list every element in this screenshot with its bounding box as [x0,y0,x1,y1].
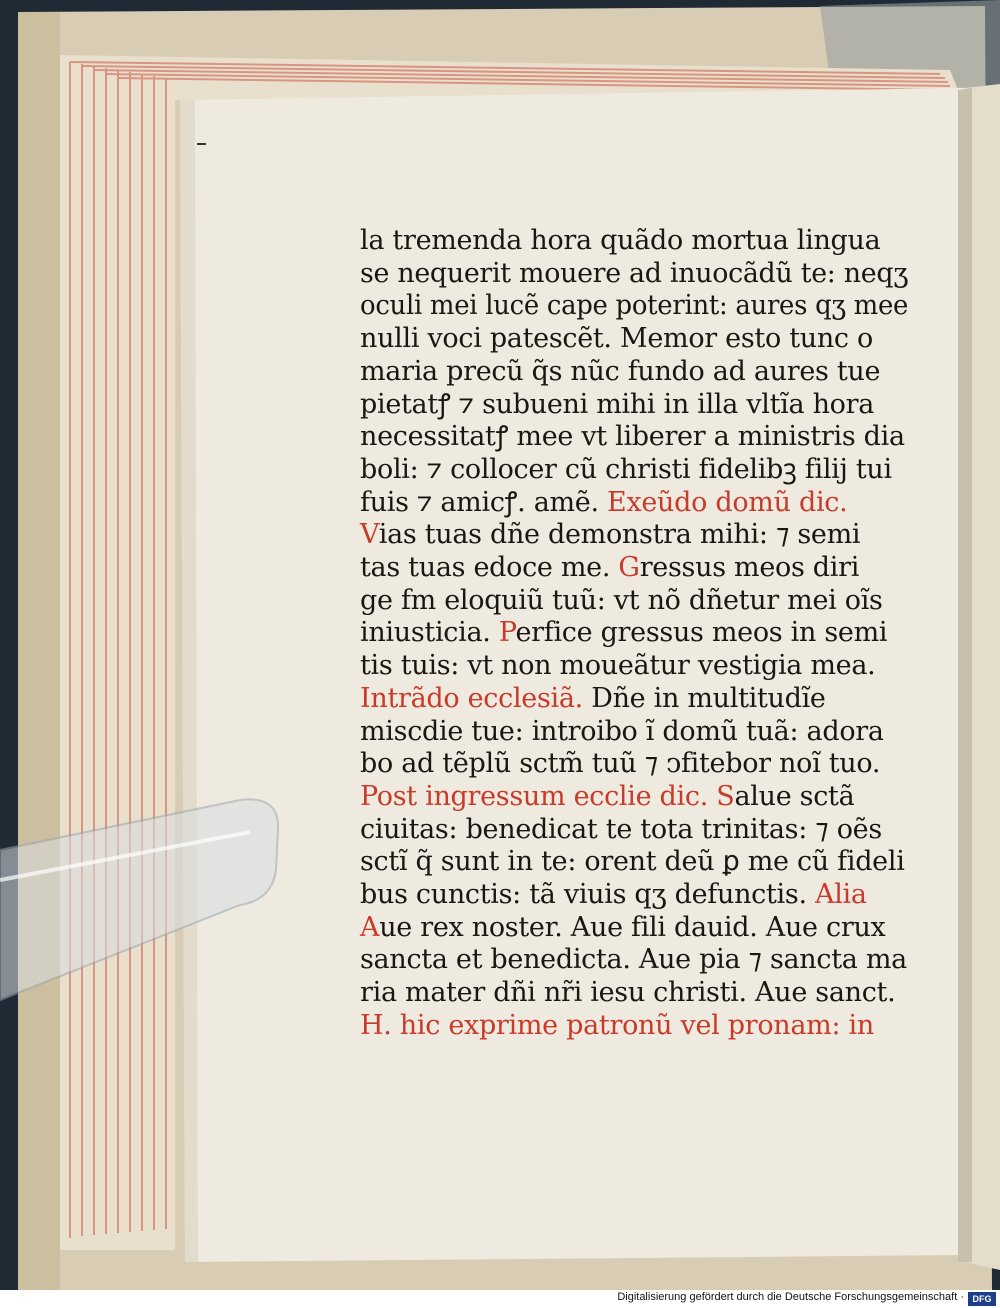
body-text: bo ad tẽplũ sctm̃ tuũ ⁊ ↄfitebor noĩ tuo. [360,748,881,780]
body-text: tas tuas edoce me. [360,552,619,583]
text-line [360,290,908,322]
rubric-text: G [618,552,640,583]
rubric-text: A [360,911,380,943]
body-text: la tremenda hora quãdo mortua lingua [360,225,881,256]
body-text: oculi mei lucẽ cape poterint: aures qʒ mee [360,290,909,322]
text-line [360,781,854,813]
body-text: nulli voci patescẽt. Memor esto tunc o [360,323,873,355]
text-line [360,1010,874,1042]
body-text: fuis ⁊ amicꝭ. amẽ. [360,486,608,518]
credit-text: Digitalisierung gefördert durch die Deutsche Forschungsgemeinschaft · [617,1291,964,1303]
body-text: maria precũ q̃s nũc fundo ad aures tue [360,355,881,387]
text-line [360,879,867,911]
dfg-logo: DFG [968,1292,996,1306]
body-text: ue rex noster. Aue fili dauid. Aue crux [379,911,886,943]
body-text: necessitatꝭ mee vt liberer a ministris dia [360,421,905,453]
text-line [360,585,883,617]
rubric-text: H. hic exprime patronũ vel pronam: in [360,1009,874,1041]
body-text: sctĩ q̃ sunt in te: orent deũ ꝑ me cũ fideli [360,846,905,878]
body-text: ias tuas dñe demonstra mihi: ⁊ semi [378,519,861,551]
body-text: bus cunctis: tã viuis qʒ defunctis. [360,879,816,910]
body-text: ressus meos diri [639,552,860,583]
text-line [360,716,884,748]
body-text: Dñe in multitudĩe [591,682,826,714]
text-line [360,323,873,355]
body-text: sancta et benedicta. Aue pia ⁊ sancta ma [360,944,907,976]
rubric-text: Post ingressum ecclie dic. [360,780,717,812]
body-text: tis tuis: vt non moueãtur vestigia mea. [360,650,876,682]
body-text: pietatꝭ ⁊ subueni mihi in illa vltĩa hora [360,388,875,420]
body-text: ge fm eloquiũ tuũ: vt nõ dñetur mei oĩs [360,584,883,616]
body-text: erfice gressus meos in semi [515,617,888,649]
text-line [360,552,859,584]
rubric-text: P [498,617,516,649]
body-text: miscdie tue: introibo ĩ domũ tuã: adora [360,715,884,747]
body-text: ria mater dñi nr̃i iesu christi. Aue sanct. [360,977,896,1009]
text-line [360,944,907,976]
text-line [360,814,882,846]
text-line [360,421,905,453]
text-line [360,912,885,944]
rubric-text: S [716,780,735,812]
digitization-credit-bar [0,1290,1000,1308]
body-text: boli: ⁊ collocer cũ christi fidelibꝫ filij tui [360,453,892,485]
rubric-text: Intrãdo ecclesiã. [360,682,592,714]
text-line [360,519,860,551]
text-line [360,748,880,780]
text-line [360,454,892,486]
text-line [360,389,874,421]
body-text: ciuitas: benedicat te tota trinitas: ⁊ oẽs [360,813,882,845]
rubric-text: Alia [815,879,867,910]
body-text: alue sctã [734,780,855,812]
text-line [360,225,880,257]
text-line [360,977,895,1009]
rubric-text: V [360,519,379,551]
text-line [360,617,887,649]
text-line [360,683,826,715]
text-line [360,487,847,519]
body-text: iniusticia. [360,617,499,649]
text-line [360,258,908,290]
body-text: se nequerit mouere ad inuocãdũ te: neqʒ [360,257,909,289]
text-line [360,650,875,682]
text-line [360,846,905,878]
text-line [360,356,880,388]
rubric-text: Exeũdo domũ dic. [607,486,848,518]
